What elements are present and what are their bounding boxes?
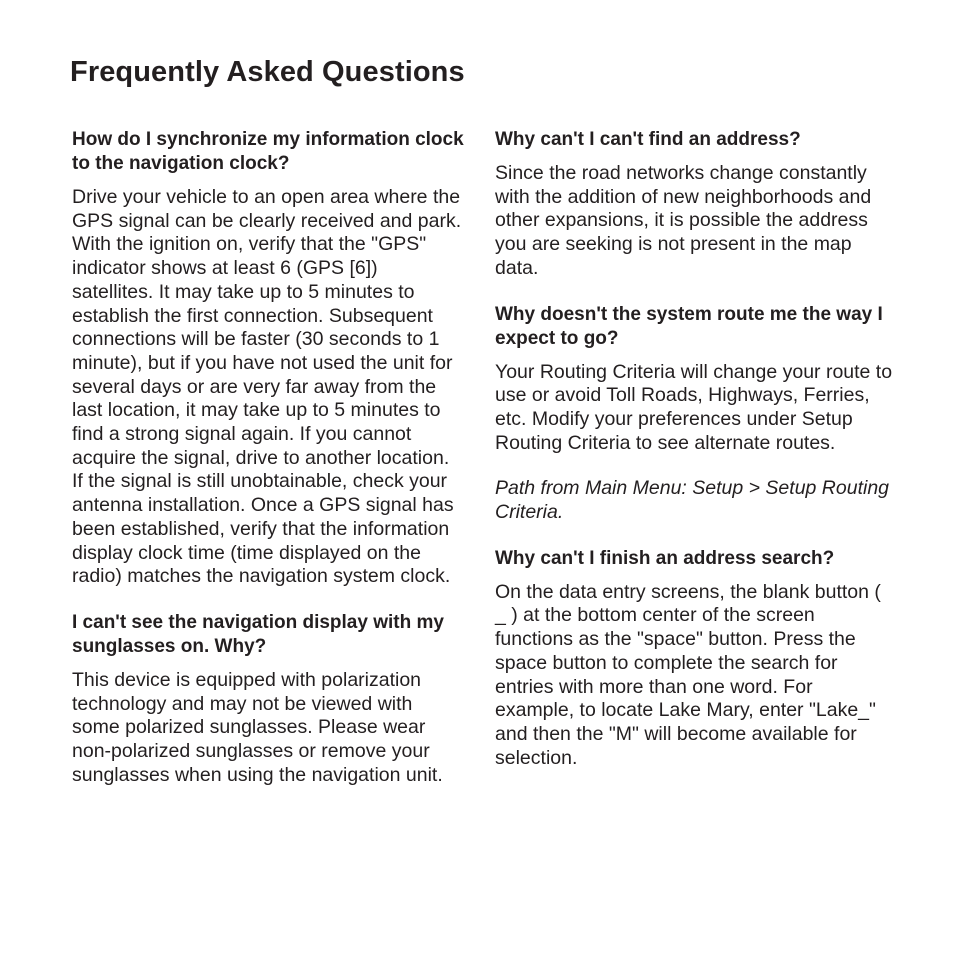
- faq-answer: This device is equipped with polarization technology and may not be viewed with some polarized sunglasses. Please wear non-polarized sunglasses or remove your sunglasses when using the navigation unit.: [72, 668, 443, 786]
- faq-column-left: [72, 128, 464, 787]
- faq-answer: Drive your vehicle to an open area where the GPS signal can be clearly received and park. With the ignition on, verify that the "GPS" indicator shows at least 6 (GPS [6]) satellites. It may take up to 5 minutes to establish the first connection. Subsequent connections will be faster (30 seconds to 1 minute), but if you have not used the unit for several days or are very far away from the last location, it may take up to 5 minutes to find a strong signal again. If you cannot acquire the signal, drive to another location. If the signal is still unobtainable, check your antenna installation. Once a GPS signal has been established, verify that the information display clock time (time displayed on the radio) matches the navigation system clock.: [72, 186, 462, 588]
- faq-column-right: [495, 128, 895, 770]
- faq-item-routing: [495, 303, 895, 525]
- faq-path-note: Path from Main Menu: Setup > Setup Routing Criteria.: [495, 477, 890, 524]
- faq-item-sync-clock: [72, 128, 464, 589]
- faq-item-find-address: [495, 128, 895, 281]
- faq-answer: Your Routing Criteria will change your route to use or avoid Toll Roads, Highways, Ferries, etc. Modify your preferences under Setup Routing Criteria to see alternate routes.: [495, 360, 893, 454]
- faq-answer: On the data entry screens, the blank button ( _ ) at the bottom center of the screen functions as the "space" button. Press the space button to complete the search for entries with more than one word. For example, to locate Lake Mary, enter "Lake_" and then the "M" will become available for selection.: [495, 580, 881, 769]
- faq-question: I can't see the navigation display with my sunglasses on. Why?: [72, 611, 444, 657]
- faq-question: How do I synchronize my information clock to the navigation clock?: [72, 129, 464, 174]
- faq-item-sunglasses: [72, 611, 464, 788]
- page-title: Frequently Asked Questions: [70, 56, 465, 88]
- faq-question: Why can't I finish an address search?: [495, 547, 835, 569]
- faq-question: Why can't I can't find an address?: [495, 129, 801, 150]
- faq-question: Why doesn't the system route me the way I expect to go?: [495, 303, 883, 349]
- faq-answer: Since the road networks change constantly with the addition of new neighborhoods and other expansions, it is possible the address you are seeking is not present in the map data.: [495, 162, 872, 279]
- faq-item-address-search: [495, 547, 895, 771]
